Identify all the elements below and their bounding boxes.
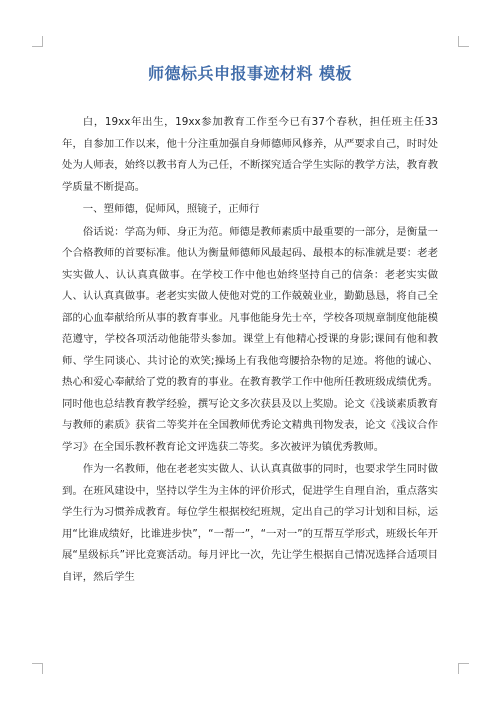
- body-paragraph: 作为一名教师，他在老老实实做人、认认真真做事的同时，也要求学生同时做到。在班风建设中，坚持以学生为主体的评价形式，促进学生自理自治，重点落实学生行为习惯养成教育。每位学生根据校纪班规，定出自己的学习计划和目标，运用“比谁成绩好，比谁进步快”，“一帮一”，“一对一”的互帮互学形式，班级长年开展“星级标兵”评比竞赛活动。每月评比一次，先让学生根据自己情况选择合适项目自评，然后学生: [62, 463, 438, 583]
- crop-mark-top-right: [458, 36, 469, 47]
- crop-mark-bottom-right: [458, 663, 469, 674]
- document-body: [62, 112, 438, 589]
- crop-mark-top-left: [32, 36, 43, 47]
- body-paragraph: 俗话说：学高为师、身正为范。师德是教师素质中最重要的一部分，是衡量一个合格教师的首要标准。他认为衡量师德师风最起码、最根本的标准就是要：老老实实做人、认认真真做事。在学校工作中他也始终坚持自己的信条：老老实实做人、认认真真做事。老老实实做人使他对党的工作兢兢业业，勤勤恳恳，将自己全部的心血奉献给所从事的教育事业。凡事他能身先士卒，学校各项规章制度他能模范遵守，学校各项活动他能带头参加。课堂上有他精心授课的身影;课间有他和教师、学生同谈心、共讨论的欢笑;操场上有我他弯腰拾杂物的足迹。将他的诚心、热心和爱心奉献给了党的教育的事业。在教育教学工作中他所任教班级成绩优秀。同时他也总结教育教学经验，撰写论文多次获县及以上奖励。论文《浅谈素质教育与教师的素质》获省二等奖并在全国教师优秀论文精典刊物发表，论文《浅议合作学习》在全国乐教杯教育论文评选获二等奖。多次被评为镇优秀教师。: [62, 225, 438, 453]
- crop-mark-bottom-left: [32, 663, 43, 674]
- document-title: 师德标兵申报事迹材料 模板: [147, 64, 353, 83]
- intro-paragraph: 白，19xx年出生，19xx参加教育工作至今已有37个春秋，担任班主任33年，自参加工作以来，他十分注重加强自身师德师风修养，从严要求自己，时时处处为人师表，始终以教书育人为己任，不断探究适合学生实际的教学方法，教育教学质量不断提高。: [62, 116, 438, 193]
- section-heading: 一、塑师德，促师风，照镜子，正师行: [82, 203, 260, 215]
